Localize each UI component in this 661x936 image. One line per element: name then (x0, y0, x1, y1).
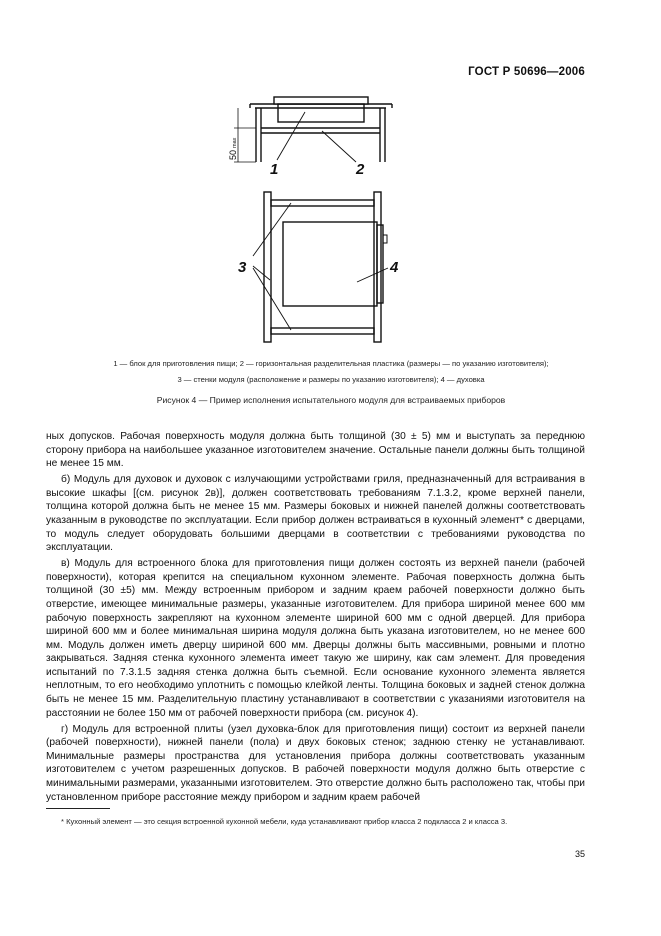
oven-body (283, 222, 377, 306)
module-wall-left (264, 192, 271, 342)
bottom-drawing (253, 192, 388, 342)
leader-2 (322, 131, 356, 162)
leader-1 (277, 112, 305, 160)
callout-3: 3 (238, 259, 247, 276)
body-text (46, 430, 585, 804)
leader-3c (253, 268, 291, 330)
callout-4: 4 (390, 259, 399, 276)
module-top-panel (271, 200, 374, 206)
footnote: * Кухонный элемент — это секция встроенной кухонной мебели, куда устанавливают прибор класса 2 подкласса 2 и класса 3. (61, 817, 508, 826)
figure-caption: Рисунок 4 — Пример исполнения испытательного модуля для встраиваемых приборов (156, 395, 506, 405)
document-header: ГОСТ Р 50696—2006 (468, 66, 585, 78)
cooking-block-rim (274, 97, 368, 104)
leader-3a (253, 203, 291, 256)
legend-line-1: 1 — блок для приготовления пищи; 2 — горизонтальная разделительная пластика (размеры — по указанию изготовителя); (113, 359, 549, 368)
footnote-rule (46, 808, 110, 809)
cooking-block (278, 104, 364, 122)
figure-legend (60, 356, 602, 388)
callout-1: 1 (270, 161, 279, 178)
paragraph-b: б) Модуль для духовок и духовок с излучающими устройствами гриля, предназначенный для встраивания в высокие шкафы [(см. рисунок 2в)], должен соответствовать требованиям 7.1.3.2, кроме верхней панели, толщина которой должна быть не менее 15 мм. Размеры боковых и нижней панелей должны соответствовать указанным в руководстве по эксплуатации. Если прибор должен встраиваться в кухонный элемент* с дверцами, то модуль следует оборудовать большими дверцами в соответствии с требованиями руководства по эксплуатации. (46, 474, 585, 554)
oven-door (377, 225, 383, 303)
module-bottom-panel (271, 328, 374, 334)
paragraph-v: в) Модуль для встроенного блока для приготовления пищи должен состоять из верхней панели (рабочей поверхности), которая крепится на специальном кухонном элементе. Рабочая поверхность должна быть толщиной (30 ±5) мм. Между встроенным прибором и задним краем рабочей поверхности должно быть отверстие, имеющее минимальные размеры, указанные изготовителем. Для прибора шириной менее 600 мм рабочую поверхность закрепляют на кухонном элементе шириной 600 мм с одной дверцей. Для прибора шириной 600 мм и более минимальная ширина модуля должна быть указана изготовителем, но не менее 600 мм. Модуль должен иметь дверцу шириной 600 мм. Дверцы должны быть массивными, ровными и плотно закрываться. Задняя стенка кухонного элемента имеет такую же ширину, как сам элемент. Для проведения испытаний по 7.3.1.5 задняя стенка должна быть съемной. Если основание кухонного элемента является неплотным, то его необходимо уплотнить с помощью клейкой ленты. Толщина боковых и задней стенок должна быть не менее 15 мм. Разделительную пластину устанавливают в соответствии с указаниями изготовителя на расстоянии не более 150 мм от рабочей поверхности прибора (см. рисунок 4). (46, 558, 585, 719)
top-drawing (234, 97, 392, 162)
page-number: 35 (574, 849, 585, 859)
callout-2: 2 (356, 161, 365, 178)
dimension-label: 50 (228, 149, 238, 160)
dimension-max: max (232, 137, 238, 148)
paragraph-continuation: ных допусков. Рабочая поверхность модуля должна быть толщиной (30 ± 5) мм и выступать за переднюю сторону прибора на наибольшее указанное изготовителем значение. Остальные панели должны быть толщиной не менее 15 мм. (46, 431, 585, 470)
paragraph-g: г) Модуль для встроенной плиты (узел духовка-блок для приготовления пищи) состоит из верхней панели (рабочей поверхности), нижней панели (пола) и двух боковых стенок; заднюю стенку не устанавливают. Минимальные размеры пространства для установления прибора должны соответствовать указанным изготовителем с учетом разрешенных допусков. В рабочей поверхности модуля должно быть отверстие с минимальными размерами, указанными изготовителем. Это отверстие должно быть расположено так, чтобы при установленном приборе расстояние между прибором и задним краем рабочей (46, 723, 585, 803)
legend-line-2: 3 — стенки модуля (расположение и размеры по указанию изготовителя); 4 — духовка (177, 375, 485, 384)
figure-4-drawing (0, 0, 661, 360)
